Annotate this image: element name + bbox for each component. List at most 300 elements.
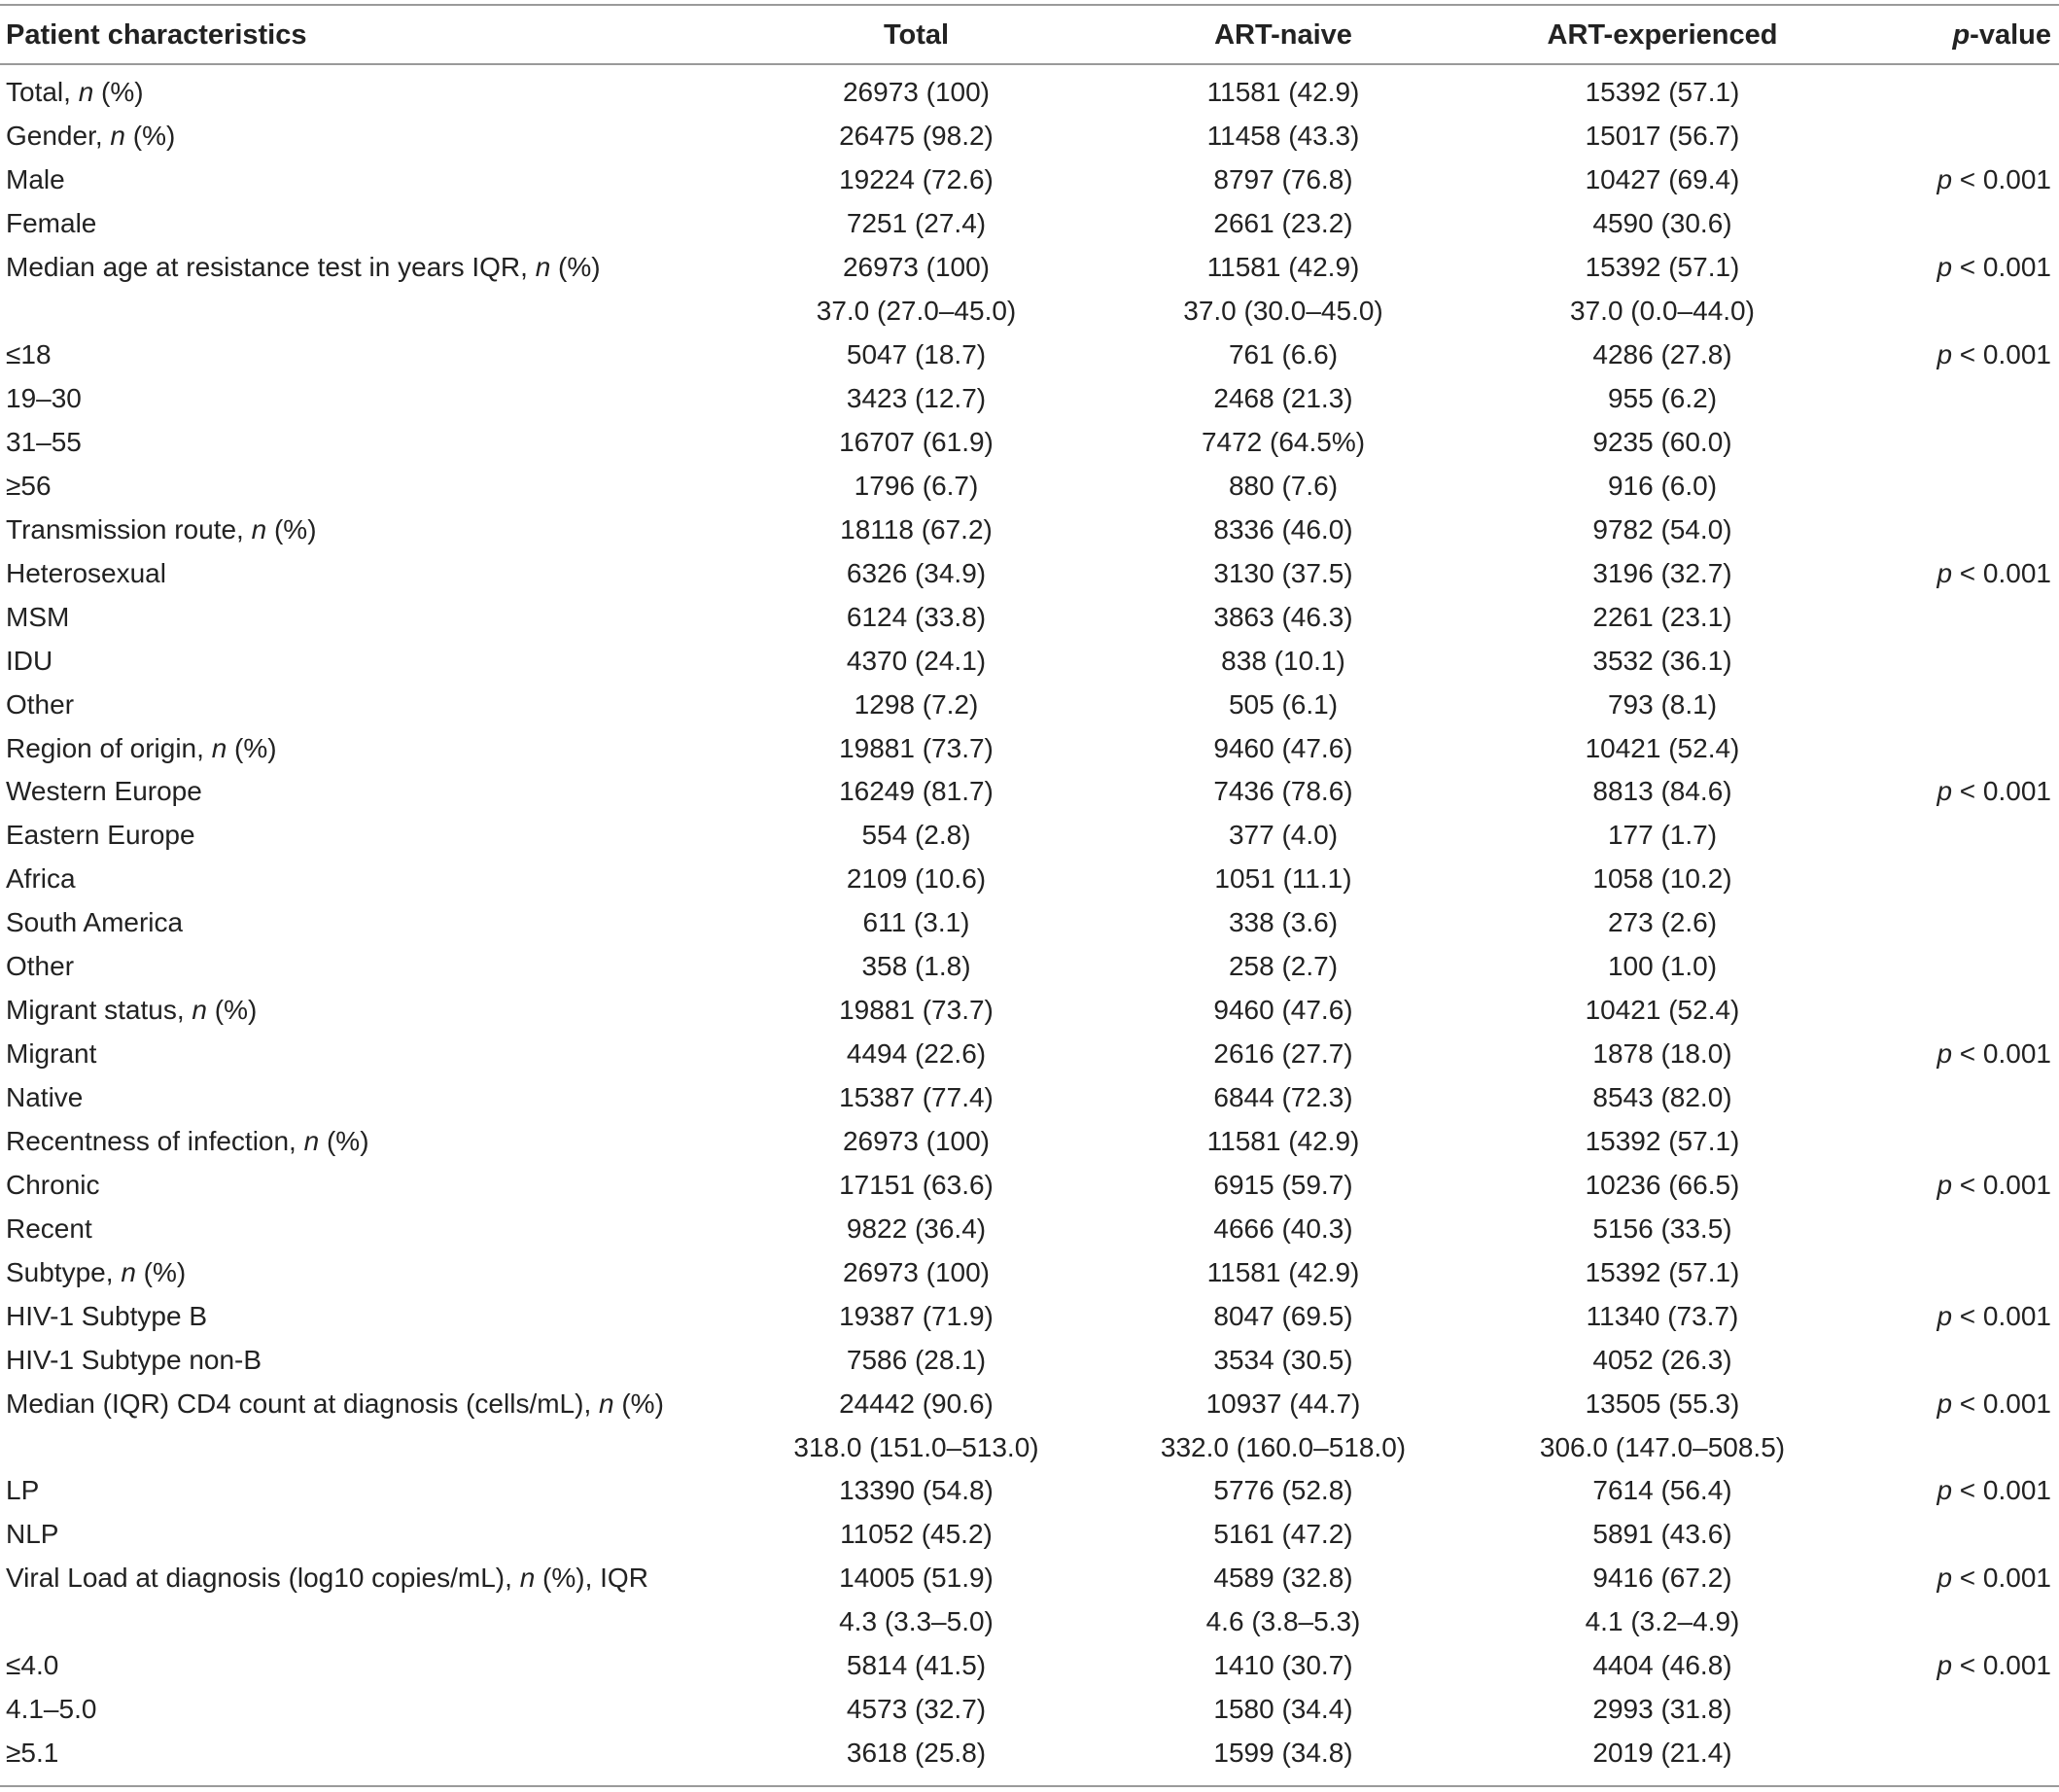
table-row [0, 989, 2059, 1033]
label-italic: n [78, 77, 94, 108]
cell-total: 26973 (100) [842, 252, 990, 283]
cell-art-naive: 880 (7.6) [1228, 470, 1339, 501]
cell-characteristic [0, 770, 739, 814]
cell-total: 37.0 (27.0–45.0) [816, 296, 1017, 327]
cell-art-experienced: 8543 (82.0) [1592, 1082, 1732, 1113]
label-suffix: (%) [266, 513, 317, 545]
cell-art-experienced: 3532 (36.1) [1592, 645, 1732, 676]
cell-art-naive: 838 (10.1) [1221, 645, 1345, 676]
cell-characteristic [0, 1513, 739, 1557]
cell-p-value [1852, 334, 2059, 377]
cell-total: 26973 (100) [842, 1125, 990, 1156]
cell-characteristic [0, 1250, 739, 1294]
label-italic: n [110, 121, 125, 152]
cell-p-value [1852, 115, 2059, 158]
cell-p-value [1852, 1163, 2059, 1207]
cell-total: 11052 (45.2) [840, 1519, 993, 1550]
table-row [0, 1688, 2059, 1732]
table-row [0, 945, 2059, 989]
cell-total: 554 (2.8) [861, 820, 971, 851]
cell-characteristic [0, 595, 739, 639]
cell-p-value [1852, 858, 2059, 901]
p-threshold: < 0.001 [1952, 1563, 2051, 1594]
label-suffix: (%) [135, 1256, 187, 1287]
table-row [0, 1557, 2059, 1600]
label-text: IDU [6, 645, 53, 676]
cell-total: 5814 (41.5) [846, 1650, 987, 1681]
table-row [0, 1120, 2059, 1164]
cell-art-naive: 11458 (43.3) [1206, 121, 1360, 152]
table-row [0, 290, 2059, 334]
label-suffix: (%) [613, 1388, 664, 1419]
cell-total: 4.3 (3.3–5.0) [839, 1606, 994, 1637]
cell-art-experienced: 4404 (46.8) [1592, 1650, 1732, 1681]
label-text: Recentness of infection, [6, 1125, 304, 1156]
cell-art-experienced: 177 (1.7) [1607, 820, 1718, 851]
cell-characteristic [0, 1732, 739, 1775]
label-italic: n [303, 1125, 320, 1156]
cell-art-naive: 7436 (78.6) [1213, 776, 1353, 807]
table-row [0, 71, 2059, 115]
table-row [0, 551, 2059, 595]
cell-characteristic [0, 115, 739, 158]
table-row [0, 1513, 2059, 1557]
header-characteristic: Patient characteristics [6, 19, 307, 51]
cell-art-experienced: 13505 (55.3) [1585, 1388, 1740, 1419]
cell-art-experienced: 10427 (69.4) [1585, 164, 1740, 195]
table-row [0, 508, 2059, 551]
table-row [0, 595, 2059, 639]
cell-art-experienced: 4052 (26.3) [1592, 1344, 1732, 1375]
label-text: South America [6, 907, 184, 938]
cell-art-experienced: 7614 (56.4) [1592, 1475, 1732, 1506]
cell-total: 7251 (27.4) [846, 208, 987, 239]
p-symbol: p [1937, 1300, 1953, 1331]
table-row [0, 683, 2059, 726]
cell-total: 26475 (98.2) [839, 121, 994, 152]
label-italic: n [599, 1388, 614, 1419]
label-suffix: (%) [227, 732, 277, 763]
cell-characteristic [0, 421, 739, 465]
cell-art-naive: 1599 (34.8) [1213, 1738, 1353, 1769]
label-text: Male [6, 164, 65, 195]
label-suffix: (%) [550, 252, 601, 283]
cell-art-experienced: 793 (8.1) [1607, 688, 1718, 720]
label-text: ≤4.0 [6, 1650, 59, 1681]
cell-art-experienced: 4590 (30.6) [1592, 208, 1732, 239]
cell-characteristic [0, 726, 739, 770]
cell-art-experienced: 955 (6.2) [1607, 383, 1718, 414]
label-text: Eastern Europe [6, 820, 195, 851]
cell-art-experienced: 15392 (57.1) [1585, 1256, 1740, 1287]
cell-art-experienced: 2993 (31.8) [1592, 1694, 1732, 1725]
cell-characteristic [0, 290, 739, 334]
cell-art-naive: 1410 (30.7) [1213, 1650, 1353, 1681]
label-text: HIV-1 Subtype B [6, 1300, 208, 1331]
cell-art-naive: 9460 (47.6) [1213, 995, 1353, 1026]
cell-art-experienced: 306.0 (147.0–508.5) [1539, 1431, 1786, 1462]
cell-art-naive: 6844 (72.3) [1213, 1082, 1353, 1113]
table-row [0, 1163, 2059, 1207]
cell-art-naive: 11581 (42.9) [1206, 1125, 1360, 1156]
cell-characteristic [0, 464, 739, 508]
cell-art-naive: 2468 (21.3) [1213, 383, 1353, 414]
cell-art-experienced: 1878 (18.0) [1592, 1038, 1732, 1070]
cell-characteristic [0, 158, 739, 202]
cell-total: 17151 (63.6) [839, 1169, 994, 1200]
cell-characteristic [0, 858, 739, 901]
table-row [0, 814, 2059, 858]
label-text: Recent [6, 1212, 92, 1244]
p-threshold: < 0.001 [1952, 164, 2051, 195]
label-text: ≥56 [6, 470, 52, 501]
cell-art-naive: 3863 (46.3) [1213, 601, 1353, 632]
cell-characteristic [0, 1120, 739, 1164]
cell-characteristic [0, 1207, 739, 1250]
cell-art-naive: 5776 (52.8) [1213, 1475, 1353, 1506]
label-suffix: (%) [124, 121, 176, 152]
table-row [0, 158, 2059, 202]
cell-p-value [1852, 246, 2059, 290]
cell-p-value [1852, 814, 2059, 858]
header-total: Total [883, 19, 950, 51]
header-p-italic: p [1952, 19, 1971, 51]
cell-total: 24442 (90.6) [839, 1388, 994, 1419]
cell-art-experienced: 100 (1.0) [1607, 951, 1718, 982]
patient-characteristics-table [0, 8, 2059, 1775]
cell-characteristic [0, 334, 739, 377]
cell-art-naive: 10937 (44.7) [1205, 1388, 1361, 1419]
cell-total: 15387 (77.4) [839, 1082, 994, 1113]
cell-total: 4573 (32.7) [846, 1694, 987, 1725]
p-threshold: < 0.001 [1952, 1300, 2051, 1331]
table-row [0, 1033, 2059, 1076]
cell-total: 18118 (67.2) [840, 513, 993, 545]
header-row [0, 8, 2059, 63]
cell-p-value [1852, 508, 2059, 551]
cell-total: 9822 (36.4) [846, 1212, 987, 1244]
cell-art-naive: 7472 (64.5%) [1201, 426, 1366, 457]
cell-characteristic [0, 551, 739, 595]
cell-characteristic [0, 1557, 739, 1600]
cell-p-value [1852, 989, 2059, 1033]
bottom-rule [0, 1785, 2059, 1787]
cell-characteristic [0, 1076, 739, 1120]
label-text: ≤18 [6, 339, 52, 370]
cell-total: 26973 (100) [842, 77, 990, 108]
cell-characteristic [0, 1644, 739, 1688]
cell-total: 26973 (100) [842, 1256, 990, 1287]
cell-characteristic [0, 1163, 739, 1207]
cell-p-value [1852, 1250, 2059, 1294]
cell-art-naive: 8797 (76.8) [1213, 164, 1353, 195]
table-row [0, 377, 2059, 421]
cell-p-value [1852, 1294, 2059, 1338]
p-threshold: < 0.001 [1952, 557, 2051, 588]
cell-art-experienced: 15017 (56.7) [1585, 121, 1740, 152]
p-threshold: < 0.001 [1952, 252, 2051, 283]
cell-art-naive: 8336 (46.0) [1213, 513, 1353, 545]
cell-art-naive: 2661 (23.2) [1213, 208, 1353, 239]
p-symbol: p [1937, 339, 1953, 370]
cell-total: 16249 (81.7) [839, 776, 994, 807]
cell-art-experienced: 9782 (54.0) [1592, 513, 1732, 545]
cell-art-experienced: 916 (6.0) [1607, 470, 1718, 501]
p-symbol: p [1937, 1388, 1953, 1419]
cell-art-experienced: 3196 (32.7) [1592, 557, 1732, 588]
cell-p-value [1852, 1120, 2059, 1164]
label-text: NLP [6, 1519, 59, 1550]
p-threshold: < 0.001 [1952, 1038, 2051, 1070]
label-text: Subtype, [6, 1256, 122, 1287]
label-text: 4.1–5.0 [6, 1694, 97, 1725]
table-row [0, 1469, 2059, 1513]
cell-art-naive: 3534 (30.5) [1213, 1344, 1353, 1375]
cell-art-naive: 761 (6.6) [1228, 339, 1339, 370]
cell-art-naive: 11581 (42.9) [1206, 77, 1360, 108]
cell-art-naive: 377 (4.0) [1228, 820, 1339, 851]
cell-art-naive: 5161 (47.2) [1213, 1519, 1353, 1550]
label-suffix: (%) [206, 995, 258, 1026]
cell-p-value [1852, 1338, 2059, 1382]
label-text: Chronic [6, 1169, 100, 1200]
cell-total: 16707 (61.9) [839, 426, 994, 457]
label-text: Migrant status, [6, 995, 192, 1026]
cell-art-naive: 258 (2.7) [1228, 951, 1339, 982]
cell-total: 19387 (71.9) [839, 1300, 994, 1331]
label-italic: n [192, 995, 207, 1026]
cell-total: 3618 (25.8) [846, 1738, 987, 1769]
label-text: Female [6, 208, 97, 239]
cell-art-experienced: 10421 (52.4) [1585, 732, 1740, 763]
cell-characteristic [0, 1338, 739, 1382]
cell-art-naive: 4666 (40.3) [1213, 1212, 1353, 1244]
header-spacer [0, 63, 2059, 71]
top-rule [0, 4, 2059, 6]
cell-total: 19224 (72.6) [839, 164, 994, 195]
cell-art-naive: 3130 (37.5) [1213, 557, 1353, 588]
label-italic: n [121, 1256, 136, 1287]
cell-characteristic [0, 1425, 739, 1469]
cell-total: 611 (3.1) [862, 907, 970, 938]
cell-total: 358 (1.8) [861, 951, 971, 982]
label-italic: n [519, 1563, 536, 1594]
cell-total: 19881 (73.7) [839, 732, 994, 763]
cell-p-value [1852, 464, 2059, 508]
header-art-experienced: ART-experienced [1547, 19, 1778, 51]
cell-art-experienced: 5891 (43.6) [1592, 1519, 1732, 1550]
cell-art-experienced: 11340 (73.7) [1586, 1300, 1739, 1331]
table-row [0, 858, 2059, 901]
p-symbol: p [1937, 1563, 1953, 1594]
table-row [0, 726, 2059, 770]
cell-p-value [1852, 1600, 2059, 1644]
table-row [0, 1644, 2059, 1688]
label-text: HIV-1 Subtype non-B [6, 1344, 262, 1375]
label-text: Africa [6, 863, 76, 895]
cell-total: 5047 (18.7) [846, 339, 987, 370]
p-symbol: p [1937, 1038, 1953, 1070]
table-row [0, 1382, 2059, 1425]
cell-art-naive: 11581 (42.9) [1206, 1256, 1360, 1287]
cell-p-value [1852, 551, 2059, 595]
cell-p-value [1852, 1732, 2059, 1775]
label-italic: n [535, 252, 551, 283]
cell-p-value [1852, 595, 2059, 639]
cell-characteristic [0, 377, 739, 421]
table-row [0, 1294, 2059, 1338]
cell-p-value [1852, 1425, 2059, 1469]
cell-art-experienced: 10421 (52.4) [1585, 995, 1740, 1026]
label-suffix: (%) [319, 1125, 369, 1156]
cell-art-naive: 505 (6.1) [1228, 688, 1339, 720]
cell-art-naive: 4589 (32.8) [1213, 1563, 1353, 1594]
label-text: Other [6, 951, 75, 982]
cell-p-value [1852, 421, 2059, 465]
table-row [0, 1732, 2059, 1775]
cell-characteristic [0, 901, 739, 945]
table-row [0, 639, 2059, 683]
cell-total: 6326 (34.9) [846, 557, 987, 588]
cell-total: 1298 (7.2) [854, 688, 979, 720]
cell-p-value [1852, 377, 2059, 421]
table-row [0, 1076, 2059, 1120]
table-row [0, 770, 2059, 814]
cell-art-naive: 1580 (34.4) [1213, 1694, 1353, 1725]
cell-total: 318.0 (151.0–513.0) [793, 1431, 1039, 1462]
table-row [0, 246, 2059, 290]
cell-p-value [1852, 290, 2059, 334]
cell-p-value [1852, 1076, 2059, 1120]
cell-characteristic [0, 945, 739, 989]
cell-art-experienced: 5156 (33.5) [1592, 1212, 1732, 1244]
label-text: Native [6, 1082, 84, 1113]
cell-art-experienced: 15392 (57.1) [1585, 77, 1740, 108]
p-symbol: p [1937, 1650, 1953, 1681]
header-p-value [1852, 8, 2059, 63]
cell-art-naive: 6915 (59.7) [1213, 1169, 1353, 1200]
cell-characteristic [0, 202, 739, 246]
label-text: 31–55 [6, 426, 82, 457]
cell-p-value [1852, 71, 2059, 115]
cell-art-experienced: 37.0 (0.0–44.0) [1570, 296, 1755, 327]
table-row [0, 901, 2059, 945]
p-threshold: < 0.001 [1952, 776, 2051, 807]
cell-characteristic [0, 989, 739, 1033]
cell-p-value [1852, 683, 2059, 726]
label-text: LP [6, 1475, 40, 1506]
label-text: Median (IQR) CD4 count at diagnosis (cells/mL), [6, 1388, 599, 1419]
p-threshold: < 0.001 [1952, 1388, 2051, 1419]
cell-art-naive: 1051 (11.1) [1214, 863, 1352, 895]
cell-characteristic [0, 508, 739, 551]
cell-art-experienced: 8813 (84.6) [1592, 776, 1732, 807]
cell-art-naive: 37.0 (30.0–45.0) [1183, 296, 1383, 327]
cell-art-naive: 2616 (27.7) [1213, 1038, 1353, 1070]
label-text: Total, [6, 77, 79, 108]
cell-characteristic [0, 1469, 739, 1513]
label-italic: n [251, 513, 267, 545]
header-art-naive: ART-naive [1214, 19, 1352, 51]
cell-total: 13390 (54.8) [839, 1475, 994, 1506]
p-threshold: < 0.001 [1952, 1650, 2051, 1681]
p-symbol: p [1937, 776, 1953, 807]
label-text: Western Europe [6, 776, 202, 807]
label-text: Migrant [6, 1038, 97, 1070]
p-symbol: p [1937, 252, 1953, 283]
table-row [0, 1207, 2059, 1250]
cell-art-experienced: 15392 (57.1) [1585, 252, 1740, 283]
cell-total: 14005 (51.9) [839, 1563, 994, 1594]
cell-p-value [1852, 945, 2059, 989]
table-row [0, 421, 2059, 465]
label-text: 19–30 [6, 383, 82, 414]
cell-characteristic [0, 1600, 739, 1644]
cell-art-experienced: 2261 (23.1) [1592, 601, 1732, 632]
cell-p-value [1852, 726, 2059, 770]
cell-art-naive: 8047 (69.5) [1213, 1300, 1353, 1331]
p-threshold: < 0.001 [1952, 1169, 2051, 1200]
table-row [0, 1425, 2059, 1469]
p-symbol: p [1937, 1169, 1953, 1200]
cell-characteristic [0, 814, 739, 858]
cell-p-value [1852, 1688, 2059, 1732]
cell-art-experienced: 273 (2.6) [1607, 907, 1718, 938]
cell-total: 19881 (73.7) [839, 995, 994, 1026]
cell-characteristic [0, 1688, 739, 1732]
cell-p-value [1852, 202, 2059, 246]
cell-total: 7586 (28.1) [846, 1344, 987, 1375]
table-row [0, 334, 2059, 377]
cell-total: 4370 (24.1) [846, 645, 987, 676]
label-text: Viral Load at diagnosis (log10 copies/mL), [6, 1563, 520, 1594]
p-threshold: < 0.001 [1952, 339, 2051, 370]
cell-characteristic [0, 683, 739, 726]
table-row [0, 1600, 2059, 1644]
cell-art-experienced: 2019 (21.4) [1592, 1738, 1732, 1769]
cell-art-experienced: 9235 (60.0) [1592, 426, 1732, 457]
label-text: ≥5.1 [6, 1738, 59, 1769]
cell-art-experienced: 4286 (27.8) [1592, 339, 1732, 370]
cell-total: 1796 (6.7) [854, 470, 979, 501]
table-row [0, 1250, 2059, 1294]
cell-p-value [1852, 901, 2059, 945]
cell-total: 3423 (12.7) [846, 383, 987, 414]
label-text: Transmission route, [6, 513, 252, 545]
cell-art-naive: 4.6 (3.8–5.3) [1205, 1606, 1361, 1637]
cell-p-value [1852, 1644, 2059, 1688]
cell-art-experienced: 4.1 (3.2–4.9) [1585, 1606, 1740, 1637]
cell-characteristic [0, 1382, 739, 1425]
cell-p-value [1852, 158, 2059, 202]
cell-characteristic [0, 1033, 739, 1076]
cell-art-experienced: 15392 (57.1) [1585, 1125, 1740, 1156]
label-text: Gender, [6, 121, 111, 152]
table-body [0, 71, 2059, 1775]
label-text: MSM [6, 601, 70, 632]
cell-art-naive: 338 (3.6) [1228, 907, 1339, 938]
label-text: Heterosexual [6, 557, 166, 588]
cell-characteristic [0, 71, 739, 115]
cell-art-naive: 332.0 (160.0–518.0) [1160, 1431, 1407, 1462]
p-symbol: p [1937, 1475, 1953, 1506]
cell-art-experienced: 10236 (66.5) [1585, 1169, 1740, 1200]
table-row [0, 1338, 2059, 1382]
cell-characteristic [0, 639, 739, 683]
cell-p-value [1852, 1382, 2059, 1425]
cell-p-value [1852, 770, 2059, 814]
p-symbol: p [1937, 557, 1953, 588]
